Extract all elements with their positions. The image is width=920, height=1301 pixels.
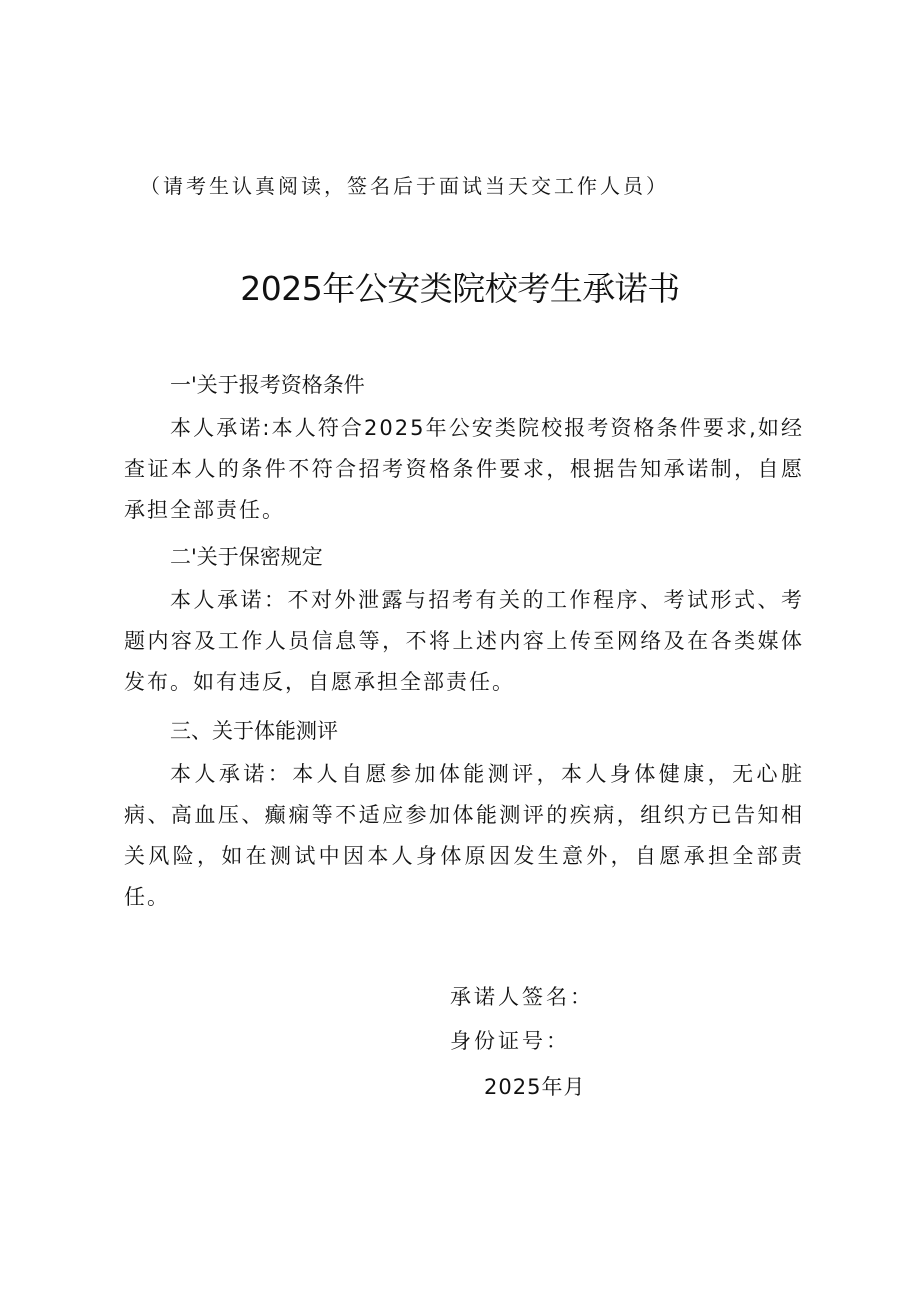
section-heading: 二'关于保密规定: [170, 545, 323, 569]
section-body: 本人承诺：本人自愿参加体能测评，本人身体健康，无心脏病、高血压、癫痫等不适应参加体能测评的疾病，组织方已告知相关风险，如在测试中因本人身体原因发生意外，自愿承担全部责任。: [124, 762, 804, 909]
section-body: 本人承诺:本人符合2025年公安类院校报考资格条件要求,如经查证本人的条件不符合招考资格条件要求，根据告知承诺制，自愿承担全部责任。: [124, 416, 804, 522]
signer-label: 承诺人签名：: [450, 985, 594, 1009]
document-title: 2025年公安类院校考生承诺书: [240, 269, 680, 308]
section-body: 本人承诺：不对外泄露与招考有关的工作程序、考试形式、考题内容及工作人员信息等，不将上述内容上传至网络及在各类媒体发布。如有违反，自愿承担全部责任。: [124, 588, 804, 694]
section-heading: 一'关于报考资格条件: [170, 373, 365, 397]
date-line: 2025年月: [484, 1075, 586, 1099]
section-heading: 三、关于体能测评: [170, 719, 338, 743]
instruction-note: （请考生认真阅读，签名后于面试当天交工作人员）: [140, 174, 669, 198]
id-number-label: 身份证号：: [450, 1029, 570, 1053]
